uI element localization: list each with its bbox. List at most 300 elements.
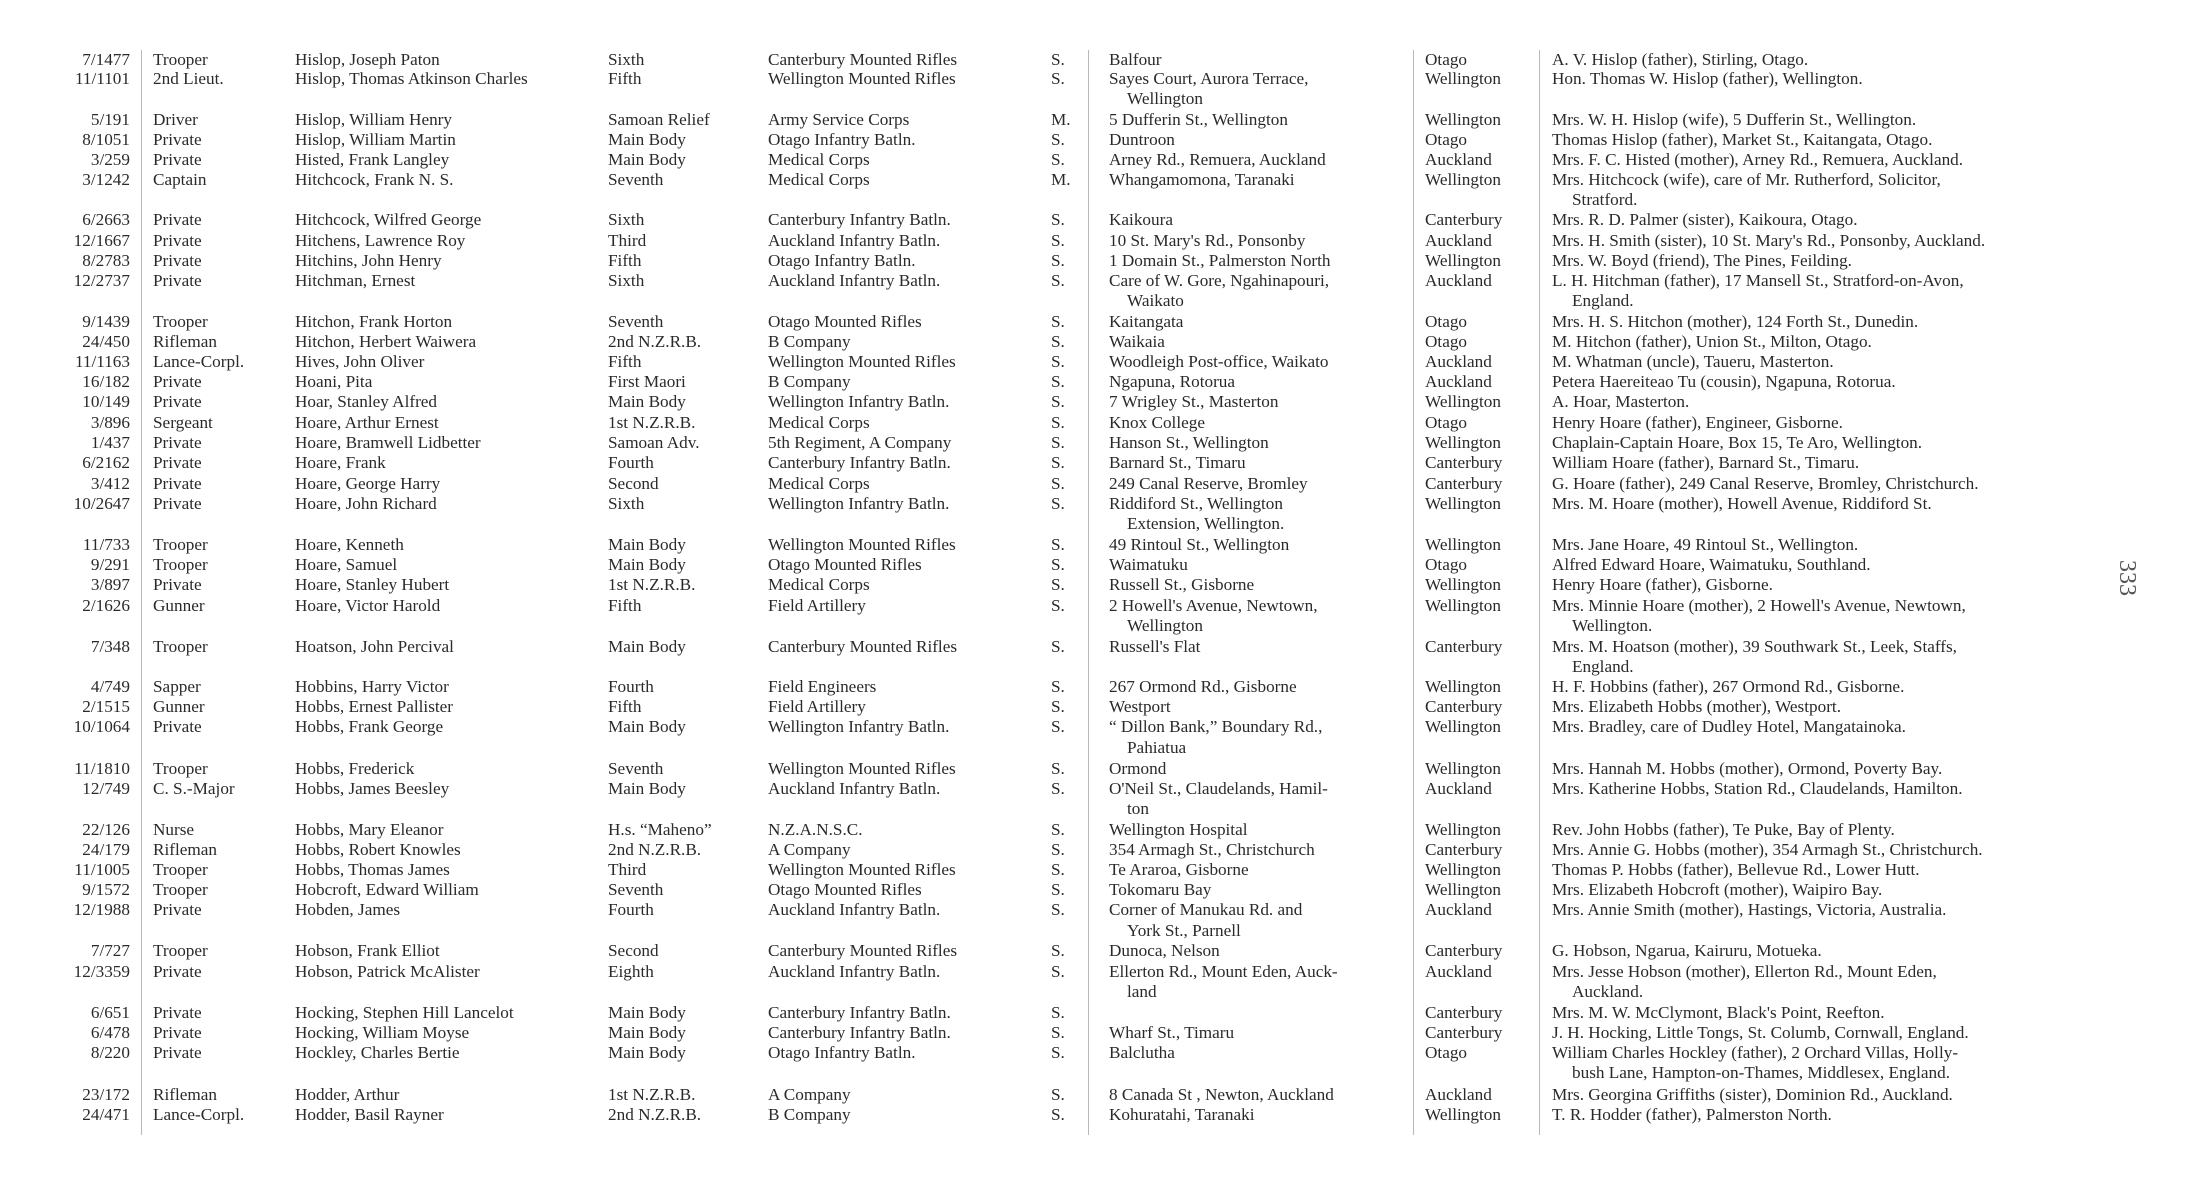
entry-marital-status: S. [1051,677,1065,696]
entry-draft: Main Body [608,717,686,736]
entry-unit: Field Engineers [768,677,877,696]
entry-address: 49 Rintoul St., Wellington [1109,535,1290,554]
entry-draft: 2nd N.Z.R.B. [608,840,702,859]
entry-draft: Seventh [608,170,664,189]
entry-name: Hobbins, Harry Victor [295,677,449,696]
roll-entry [0,50,2140,70]
entry-rank: Rifleman [153,1085,217,1104]
entry-marital-status: S. [1051,779,1065,798]
entry-marital-status: S. [1051,1003,1065,1022]
entry-district: Auckland [1425,372,1492,391]
entry-name: Hoare, Victor Harold [295,596,441,615]
entry-next-of-kin: Mrs. Jane Hoare, 49 Rintoul St., Wellington. [1552,535,1859,554]
entry-marital-status: S. [1051,130,1065,149]
entry-rank: Lance-Corpl. [153,352,245,371]
entry-number: 2/1515 [82,697,130,716]
entry-address: Balfour [1109,50,1162,69]
roll-entry [0,962,2140,982]
entry-name: Hocking, Stephen Hill Lancelot [295,1003,514,1022]
entry-district: Otago [1425,555,1468,574]
entry-draft: Main Body [608,779,686,798]
entry-district: Auckland [1425,352,1492,371]
entry-unit: Otago Infantry Batln. [768,251,916,270]
entry-marital-status: S. [1051,251,1065,270]
entry-number: 8/220 [90,1043,130,1062]
roll-entry [0,677,2140,697]
roll-entry [0,759,2140,779]
entry-draft: Sixth [608,271,645,290]
entry-next-of-kin: Rev. John Hobbs (father), Te Puke, Bay of Plenty. [1552,820,1895,839]
entry-marital-status: S. [1051,962,1065,981]
entry-next-of-kin: Mrs. M. W. McClymont, Black's Point, Reefton. [1552,1003,1885,1022]
entry-name: Hitchon, Frank Horton [295,312,453,331]
entry-number: 4/749 [90,677,130,696]
entry-district: Auckland [1425,900,1492,919]
entry-unit: Wellington Mounted Rifles [768,860,956,879]
entry-name: Hoare, Arthur Ernest [295,413,439,432]
entry-address: 5 Dufferin St., Wellington [1109,110,1288,129]
entry-name: Hives, John Oliver [295,352,425,371]
entry-address: Ormond [1109,759,1167,778]
entry-rank: Private [153,433,202,452]
entry-name: Hobbs, James Beesley [295,779,450,798]
entry-rank: Driver [153,110,198,129]
entry-district: Auckland [1425,962,1492,981]
entry-rank: Trooper [153,860,208,879]
entry-district: Canterbury [1425,941,1503,960]
entry-number: 11/1163 [74,352,130,371]
entry-district: Canterbury [1425,637,1503,656]
entry-address: Russell St., Gisborne [1109,575,1255,594]
entry-name: Hobson, Frank Elliot [295,941,440,960]
entry-rank: Private [153,231,202,250]
entry-draft: Main Body [608,535,686,554]
entry-next-of-kin: Mrs. Annie Smith (mother), Hastings, Victoria, Australia. [1552,900,1947,919]
entry-rank: Captain [153,170,207,189]
entry-next-of-kin: Mrs. Georgina Griffiths (sister), Dominion Rd., Auckland. [1552,1085,1953,1104]
entry-number: 3/1242 [82,170,130,189]
entry-number: 11/733 [82,535,130,554]
entry-rank: Nurse [153,820,195,839]
entry-marital-status: S. [1051,900,1065,919]
entry-district: Canterbury [1425,453,1503,472]
roll-entry [0,840,2140,860]
entry-next-of-kin: Mrs. R. D. Palmer (sister), Kaikoura, Otago. [1552,210,1858,229]
entry-next-of-kin: Mrs. H. S. Hitchon (mother), 124 Forth St., Dunedin. [1552,312,1919,331]
entry-address: Waikaia [1109,332,1165,351]
entry-draft: Sixth [608,494,645,513]
entry-address: Westport [1109,697,1171,716]
entry-number: 11/1005 [74,860,130,879]
entry-marital-status: S. [1051,372,1065,391]
entry-unit: Otago Mounted Rifles [768,312,922,331]
entry-address: Corner of Manukau Rd. and [1109,900,1303,919]
entry-name: Hoare, Samuel [295,555,398,574]
entry-marital-status: S. [1051,332,1065,351]
roll-entry [0,372,2140,392]
entry-name: Hoare, John Richard [295,494,437,513]
entry-marital-status: S. [1051,880,1065,899]
entry-name: Hobbs, Frank George [295,717,444,736]
entry-number: 23/172 [82,1085,130,1104]
entry-number: 7/1477 [82,50,130,69]
entry-district: Auckland [1425,1085,1492,1104]
roll-entry [0,779,2140,799]
entry-rank: Private [153,150,202,169]
entry-number: 6/651 [90,1003,130,1022]
entry-name: Hobden, James [295,900,401,919]
entry-district: Canterbury [1425,1003,1503,1022]
entry-marital-status: S. [1051,1023,1065,1042]
next-of-kin-continuation: England. [1572,291,1634,310]
entry-rank: Private [153,392,202,411]
entry-unit: Wellington Mounted Rifles [768,352,956,371]
roll-entry [0,69,2140,89]
entry-number: 8/2783 [82,251,130,270]
address-continuation: Extension, Wellington. [1127,514,1285,533]
address-continuation: Waikato [1127,291,1184,310]
roll-entry [0,820,2140,840]
entry-rank: Rifleman [153,840,217,859]
roll-entry [0,474,2140,494]
entry-district: Canterbury [1425,210,1503,229]
entry-next-of-kin: Mrs. W. H. Hislop (wife), 5 Dufferin St., Wellington. [1552,110,1917,129]
entry-marital-status: S. [1051,535,1065,554]
entry-address: Woodleigh Post-office, Waikato [1109,352,1329,371]
roll-entry [0,900,2140,920]
entry-rank: Private [153,271,202,290]
entry-next-of-kin: Mrs. Bradley, care of Dudley Hotel, Mangatainoka. [1552,717,1906,736]
address-continuation: Pahiatua [1127,738,1187,757]
entry-rank: Rifleman [153,332,217,351]
entry-number: 12/2737 [73,271,130,290]
entry-rank: Trooper [153,941,208,960]
entry-next-of-kin: Mrs. M. Hoare (mother), Howell Avenue, Riddiford St. [1552,494,1932,513]
roll-entry [0,697,2140,717]
next-of-kin-continuation: bush Lane, Hampton-on-Thames, Middlesex, England. [1572,1063,1951,1082]
entry-district: Wellington [1425,759,1501,778]
entry-next-of-kin: Henry Hoare (father), Gisborne. [1552,575,1773,594]
entry-marital-status: S. [1051,210,1065,229]
entry-marital-status: S. [1051,637,1065,656]
entry-draft: Fourth [608,677,654,696]
entry-district: Wellington [1425,596,1501,615]
entry-next-of-kin: Chaplain-Captain Hoare, Box 15, Te Aro, Wellington. [1552,433,1923,452]
entry-name: Hobbs, Thomas James [295,860,450,879]
entry-address: O'Neil St., Claudelands, Hamil- [1109,779,1328,798]
entry-draft: Main Body [608,1023,686,1042]
entry-name: Hitchman, Ernest [295,271,416,290]
entry-draft: Seventh [608,759,664,778]
entry-draft: Main Body [608,392,686,411]
roll-entry [0,150,2140,170]
entry-rank: Trooper [153,759,208,778]
entry-rank: Private [153,717,202,736]
entry-next-of-kin: A. Hoar, Masterton. [1552,392,1690,411]
entry-address: Knox College [1109,413,1205,432]
roll-entry [0,210,2140,230]
entry-address: Wharf St., Timaru [1109,1023,1235,1042]
entry-address: Waimatuku [1109,555,1188,574]
entry-address: Kaitangata [1109,312,1184,331]
entry-number: 2/1626 [82,596,130,615]
entry-draft: H.s. “Maheno” [608,820,712,839]
entry-unit: Canterbury Mounted Rifles [768,50,958,69]
roll-entry [0,170,2140,190]
entry-draft: Sixth [608,50,645,69]
entry-unit: Otago Infantry Batln. [768,1043,916,1062]
entry-unit: Otago Infantry Batln. [768,130,916,149]
roll-entry [0,130,2140,150]
entry-rank: Private [153,1003,202,1022]
entry-unit: Canterbury Infantry Batln. [768,1003,951,1022]
entry-next-of-kin: William Hoare (father), Barnard St., Timaru. [1552,453,1860,472]
entry-district: Wellington [1425,860,1501,879]
roll-entry [0,535,2140,555]
roll-entry [0,880,2140,900]
entry-address: 10 St. Mary's Rd., Ponsonby [1109,231,1306,250]
entry-draft: 1st N.Z.R.B. [608,1085,696,1104]
entry-name: Hoare, George Harry [295,474,441,493]
entry-number: 22/126 [82,820,130,839]
entry-rank: Gunner [153,596,205,615]
entry-number: 10/149 [82,392,130,411]
entry-number: 5/191 [90,110,130,129]
entry-name: Hislop, Joseph Paton [295,50,440,69]
entry-district: Wellington [1425,494,1501,513]
roll-entry [0,555,2140,575]
entry-district: Canterbury [1425,840,1503,859]
entry-number: 3/412 [90,474,130,493]
entry-unit: N.Z.A.N.S.C. [768,820,863,839]
entry-rank: Trooper [153,50,208,69]
entry-rank: Lance-Corpl. [153,1105,245,1124]
roll-entry [0,352,2140,372]
entry-district: Wellington [1425,392,1501,411]
entry-number: 9/291 [90,555,130,574]
entry-address: Ngapuna, Rotorua [1109,372,1236,391]
entry-district: Auckland [1425,779,1492,798]
entry-rank: Private [153,962,202,981]
entry-number: 7/348 [90,637,130,656]
entry-unit: 5th Regiment, A Company [768,433,952,452]
entry-number: 24/450 [82,332,130,351]
entry-draft: Main Body [608,637,686,656]
entry-unit: Canterbury Mounted Rifles [768,637,958,656]
entry-number: 8/1051 [82,130,130,149]
entry-rank: Trooper [153,555,208,574]
entry-number: 12/1988 [73,900,130,919]
entry-name: Hobbs, Frederick [295,759,415,778]
address-continuation: land [1127,982,1157,1001]
entry-next-of-kin: A. V. Hislop (father), Stirling, Otago. [1552,50,1809,69]
entry-address: Wellington Hospital [1109,820,1248,839]
entry-rank: Trooper [153,880,208,899]
entry-unit: Wellington Infantry Batln. [768,392,950,411]
entry-district: Auckland [1425,231,1492,250]
address-continuation: Wellington [1127,616,1203,635]
address-continuation: Wellington [1127,89,1203,108]
entry-number: 3/896 [90,413,130,432]
entry-marital-status: S. [1051,697,1065,716]
entry-next-of-kin: Alfred Edward Hoare, Waimatuku, Southland. [1552,555,1871,574]
entry-district: Wellington [1425,820,1501,839]
entry-marital-status: S. [1051,596,1065,615]
entry-name: Hoare, Stanley Hubert [295,575,450,594]
entry-draft: 2nd N.Z.R.B. [608,1105,702,1124]
roll-entry [0,1003,2140,1023]
roll-entry [0,575,2140,595]
entry-name: Hitchens, Lawrence Roy [295,231,466,250]
entry-unit: Medical Corps [768,150,870,169]
entry-draft: Seventh [608,880,664,899]
entry-rank: Private [153,210,202,229]
roll-entry [0,1023,2140,1043]
entry-rank: Private [153,453,202,472]
entry-rank: 2nd Lieut. [153,69,224,88]
next-of-kin-continuation: Auckland. [1572,982,1644,1001]
roll-entry [0,453,2140,473]
entry-address: Kaikoura [1109,210,1173,229]
entry-address: Hanson St., Wellington [1109,433,1269,452]
entry-name: Hoatson, John Percival [295,637,454,656]
entry-next-of-kin: Mrs. Annie G. Hobbs (mother), 354 Armagh St., Christchurch. [1552,840,1983,859]
entry-marital-status: S. [1051,494,1065,513]
roll-entry [0,110,2140,130]
entry-district: Wellington [1425,1105,1501,1124]
entry-marital-status: S. [1051,820,1065,839]
entry-unit: Auckland Infantry Batln. [768,779,941,798]
entry-district: Wellington [1425,69,1501,88]
entry-draft: Sixth [608,210,645,229]
entry-next-of-kin: G. Hobson, Ngarua, Kairuru, Motueka. [1552,941,1822,960]
entry-address: Ellerton Rd., Mount Eden, Auck- [1109,962,1338,981]
entry-marital-status: S. [1051,453,1065,472]
entry-number: 11/1101 [74,69,130,88]
entry-marital-status: S. [1051,759,1065,778]
entry-unit: Wellington Mounted Rifles [768,759,956,778]
entry-draft: 2nd N.Z.R.B. [608,332,702,351]
entry-marital-status: S. [1051,1105,1065,1124]
roll-entry [0,413,2140,433]
roll-entry [0,392,2140,412]
entry-name: Hockley, Charles Bertie [295,1043,460,1062]
entry-rank: Private [153,372,202,391]
address-continuation: York St., Parnell [1127,921,1241,940]
entry-address: Duntroon [1109,130,1175,149]
entry-draft: Samoan Adv. [608,433,700,452]
entry-address: Barnard St., Timaru [1109,453,1246,472]
roll-entry [0,596,2140,616]
entry-address: “ Dillon Bank,” Boundary Rd., [1109,717,1323,736]
entry-number: 11/1810 [74,759,130,778]
entry-next-of-kin: Mrs. F. C. Histed (mother), Arney Rd., Remuera, Auckland. [1552,150,1964,169]
entry-name: Hoare, Kenneth [295,535,404,554]
entry-number: 12/1667 [73,231,130,250]
roll-entry [0,860,2140,880]
entry-unit: Canterbury Mounted Rifles [768,941,958,960]
entry-address: Arney Rd., Remuera, Auckland [1109,150,1326,169]
entry-draft: Fifth [608,352,642,371]
entry-rank: Sapper [153,677,201,696]
entry-next-of-kin: William Charles Hockley (father), 2 Orchard Villas, Holly- [1552,1043,1959,1062]
entry-marital-status: S. [1051,352,1065,371]
entry-rank: Private [153,1023,202,1042]
entry-unit: Field Artillery [768,596,866,615]
entry-unit: Army Service Corps [768,110,910,129]
entry-unit: Auckland Infantry Batln. [768,962,941,981]
entry-district: Otago [1425,413,1468,432]
entry-unit: Otago Mounted Rifles [768,880,922,899]
entry-unit: Medical Corps [768,170,870,189]
entry-address: Dunoca, Nelson [1109,941,1220,960]
entry-number: 6/2663 [82,210,130,229]
entry-number: 3/259 [90,150,130,169]
entry-district: Wellington [1425,717,1501,736]
entry-unit: Medical Corps [768,413,870,432]
entry-district: Canterbury [1425,474,1503,493]
entry-name: Hobbs, Robert Knowles [295,840,461,859]
entry-rank: Private [153,251,202,270]
entry-district: Wellington [1425,110,1501,129]
roll-entry [0,941,2140,961]
entry-name: Hitchon, Herbert Waiwera [295,332,477,351]
entry-draft: Samoan Relief [608,110,710,129]
entry-district: Wellington [1425,170,1501,189]
entry-marital-status: S. [1051,860,1065,879]
entry-name: Hitchcock, Frank N. S. [295,170,454,189]
entry-number: 3/897 [90,575,130,594]
roll-entry [0,494,2140,514]
roll-entry [0,433,2140,453]
entry-unit: Canterbury Infantry Batln. [768,1023,951,1042]
entry-marital-status: S. [1051,717,1065,736]
entry-name: Histed, Frank Langley [295,150,450,169]
entry-address: Care of W. Gore, Ngahinapouri, [1109,271,1330,290]
entry-next-of-kin: M. Whatman (uncle), Taueru, Masterton. [1552,352,1834,371]
entry-address: Tokomaru Bay [1109,880,1212,899]
entry-district: Wellington [1425,677,1501,696]
entry-address: 8 Canada St , Newton, Auckland [1109,1085,1334,1104]
entry-rank: Sergeant [153,413,213,432]
entry-unit: Wellington Mounted Rifles [768,535,956,554]
roll-entry [0,1105,2140,1125]
entry-marital-status: S. [1051,575,1065,594]
entry-name: Hislop, William Martin [295,130,456,149]
entry-rank: Private [153,900,202,919]
entry-name: Hislop, William Henry [295,110,453,129]
entry-draft: Fifth [608,69,642,88]
entry-next-of-kin: Mrs. Jesse Hobson (mother), Ellerton Rd., Mount Eden, [1552,962,1937,981]
entry-name: Hocking, William Moyse [295,1023,470,1042]
entry-draft: Second [608,474,659,493]
roll-entry [0,271,2140,291]
entry-unit: Wellington Infantry Batln. [768,717,950,736]
entry-next-of-kin: Mrs. M. Hoatson (mother), 39 Southwark St., Leek, Staffs, [1552,637,1957,656]
entry-draft: Main Body [608,555,686,574]
entry-draft: Seventh [608,312,664,331]
entry-district: Auckland [1425,271,1492,290]
entry-name: Hobbs, Ernest Pallister [295,697,454,716]
entry-marital-status: S. [1051,840,1065,859]
entry-unit: Auckland Infantry Batln. [768,231,941,250]
roll-entry [0,251,2140,271]
entry-district: Otago [1425,1043,1468,1062]
entry-unit: Wellington Mounted Rifles [768,69,956,88]
entry-rank: Private [153,575,202,594]
entry-name: Hobbs, Mary Eleanor [295,820,444,839]
next-of-kin-continuation: Wellington. [1572,616,1653,635]
